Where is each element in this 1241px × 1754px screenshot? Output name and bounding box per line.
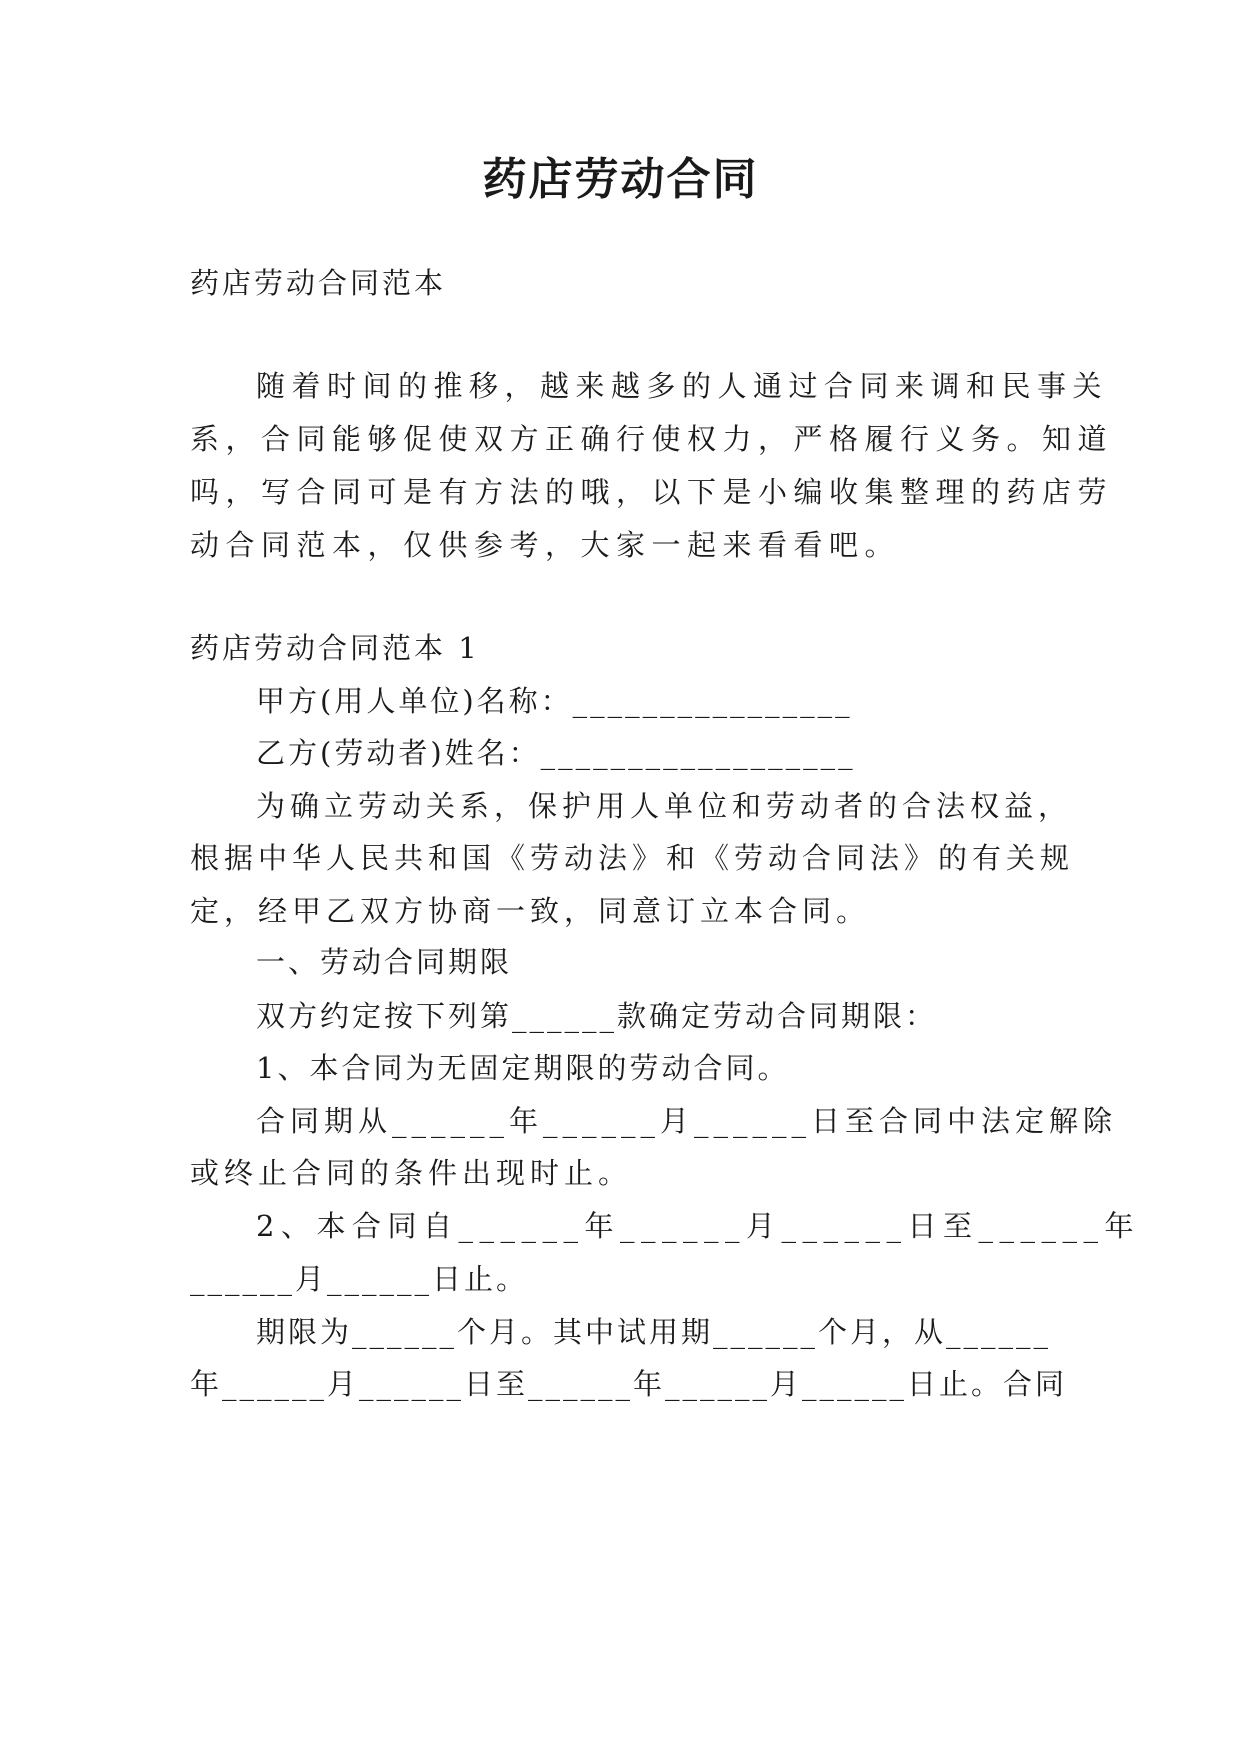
purpose-line-3: 定，经甲乙双方协商一致，同意订立本合同。 bbox=[190, 894, 871, 928]
purpose-line-1: 为确立劳动关系，保护用人单位和劳动者的合法权益， bbox=[256, 789, 1073, 823]
party-a-line: 甲方(用人单位)名称：________________ bbox=[256, 684, 853, 718]
item-1-period-line-2: 或终止合同的条件出现时止。 bbox=[190, 1156, 633, 1190]
intro-line-2: 系，合同能够促使双方正确行使权力，严格履行义务。知道 bbox=[190, 422, 1114, 456]
clause-1-heading: 一、劳动合同期限 bbox=[256, 945, 513, 979]
intro-line-1: 随着时间的推移，越来越多的人通过合同来调和民事关 bbox=[256, 369, 1109, 403]
intro-line-4: 动合同范本，仅供参考，大家一起来看看吧。 bbox=[190, 528, 901, 562]
intro-line-3: 吗，写合同可是有方法的哦，以下是小编收集整理的药店劳 bbox=[190, 475, 1114, 509]
item-1-line: 1、本合同为无固定期限的劳动合同。 bbox=[256, 1051, 790, 1085]
item-2-term-line-1: 期限为______个月。其中试用期______个月，从______ bbox=[256, 1315, 1052, 1349]
item-2-line-2: ______月______日止。 bbox=[190, 1262, 529, 1296]
party-b-line: 乙方(劳动者)姓名：__________________ bbox=[256, 736, 856, 770]
document-subtitle: 药店劳动合同范本 bbox=[190, 266, 447, 300]
document-title: 药店劳动合同 bbox=[482, 154, 759, 205]
item-1-period-line-1: 合同期从______年______月______日至合同中法定解除 bbox=[256, 1104, 1118, 1138]
item-2-line-1: 2、本合同自______年______月______日至______年 bbox=[256, 1209, 1140, 1243]
item-2-term-line-2: 年______月______日至______年______月______日止。合同 bbox=[190, 1367, 1068, 1401]
section-heading: 药店劳动合同范本 1 bbox=[190, 631, 480, 665]
clause-1-choice: 双方约定按下列第______款确定劳动合同期限： bbox=[256, 999, 938, 1033]
purpose-line-2: 根据中华人民共和国《劳动法》和《劳动合同法》的有关规 bbox=[190, 841, 1075, 875]
